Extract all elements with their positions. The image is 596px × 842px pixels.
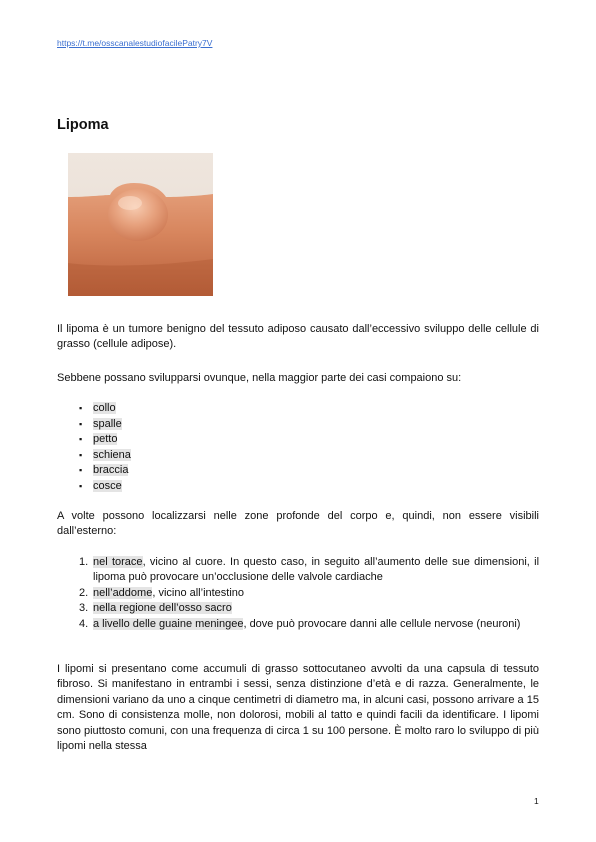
- list-item: [57, 555, 539, 586]
- body-sites-list: [57, 401, 539, 495]
- locations-intro: Sebbene possano svilupparsi ovunque, nella maggior parte dei casi compaiono su:: [57, 372, 462, 384]
- body-site-label: petto: [93, 433, 118, 446]
- page-number: 1: [534, 796, 539, 806]
- deep-sites-list: [57, 555, 539, 632]
- list-item: [57, 586, 539, 601]
- list-item: [57, 417, 539, 433]
- body-site-label: spalle: [93, 417, 122, 430]
- lipoma-photo: [68, 153, 213, 296]
- skin-lump-photo-icon: [68, 153, 213, 296]
- site-highlight: a livello delle guaine meningee: [93, 617, 244, 630]
- description-paragraph: I lipomi si presentano come accumuli di grasso sottocutaneo avvolti da una capsula di tessuto fibroso. Si manifestano in entrambi i sessi, senza distinzione d’età e di razza. Generalmente, le dimensioni variano da uno a cinque centimetri di diametro ma, in alcuni casi, possono arrivare a 15 cm. Sono di consistenza molle, non dolorosi, mobili al tatto e quindi facili da identificare. I lipomi sono piuttosto comuni, con una frequenza di circa 1 su 100 persone. È molto raro lo sviluppo di più lipomi nella stessa: [57, 663, 539, 753]
- bullet-icon: ▪: [79, 403, 83, 413]
- telegram-link[interactable]: https://t.me/osscanalestudiofacilePatry7V: [57, 38, 213, 48]
- deep-locations-intro: A volte possono localizzarsi nelle zone profonde del corpo e, quindi, non essere visibili dall’esterno:: [57, 510, 539, 538]
- body-site-label: cosce: [93, 479, 122, 492]
- site-highlight: nella regione dell’osso sacro: [93, 602, 232, 615]
- site-description: , vicino all’intestino: [152, 586, 245, 599]
- list-item: [57, 601, 539, 616]
- bullet-icon: ▪: [79, 434, 83, 445]
- list-item: [57, 463, 539, 479]
- body-site-label: collo: [93, 402, 116, 414]
- site-highlight: nel torace: [93, 556, 143, 568]
- site-description: , dove può provocare danni alle cellule nervose (neuroni): [243, 617, 521, 630]
- list-item: [57, 448, 539, 464]
- bullet-icon: ▪: [79, 465, 83, 476]
- item-number: 2.: [79, 586, 89, 599]
- bullet-icon: ▪: [79, 449, 83, 460]
- body-site-label: braccia: [93, 464, 129, 477]
- list-item: [57, 401, 539, 417]
- site-highlight: nell’addome: [93, 586, 153, 599]
- page-title: Lipoma: [57, 117, 109, 133]
- list-item: [57, 432, 539, 448]
- list-item: [57, 479, 539, 495]
- list-item: [57, 617, 539, 632]
- item-number: 3.: [79, 602, 89, 615]
- bullet-icon: ▪: [79, 418, 83, 429]
- intro-paragraph: Il lipoma è un tumore benigno del tessuto adiposo causato dall’eccessivo sviluppo delle cellule di grasso (cellule adipose).: [57, 323, 539, 351]
- item-number: 4.: [79, 617, 89, 630]
- site-description: , vicino al cuore. In questo caso, in seguito all’aumento delle sue dimensioni, il lipoma può provocare un’occlusione delle valvole cardiache: [93, 556, 540, 584]
- item-number: 1.: [79, 556, 89, 568]
- body-site-label: schiena: [93, 448, 131, 461]
- bullet-icon: ▪: [79, 480, 83, 491]
